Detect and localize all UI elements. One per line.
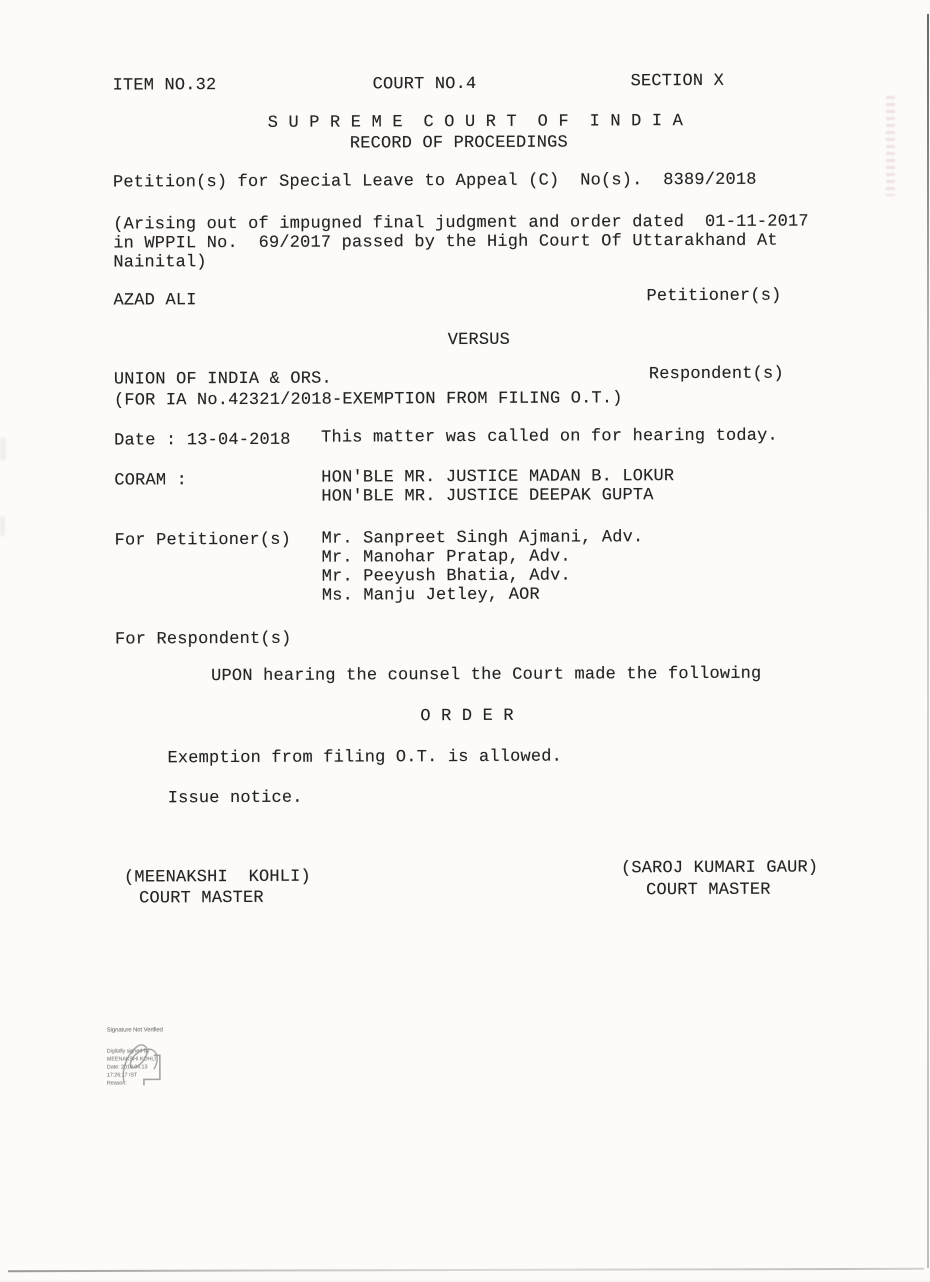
- for-respondent-label: For Respondent(s): [114, 629, 292, 650]
- petition-line: Petition(s) for Special Leave to Appeal (C) No(s). 8389/2018: [112, 170, 757, 193]
- upon-line: UPON hearing the counsel the Court made the following: [211, 664, 762, 687]
- order-heading: O R D E R: [420, 706, 514, 727]
- petitioner-name: AZAD ALI: [113, 291, 197, 311]
- ia-clause: (FOR IA No.42321/2018-EXEMPTION FROM FILING O.T.): [113, 389, 623, 411]
- signatory-right-title: COURT MASTER: [646, 880, 771, 901]
- scan-smudge: [0, 438, 6, 460]
- order-line-1: Exemption from filing O.T. is allowed.: [167, 747, 563, 769]
- header-section: SECTION X: [630, 71, 725, 92]
- arising-clause: (Arising out of impugned final judgment and order dated 01-11-2017 in WPPIL No. 69/2017 passed by the High Court Of Uttarakhand At Nainital): [113, 212, 809, 273]
- signatory-left-name: (MEENAKSHI KOHLI): [123, 867, 311, 888]
- for-petitioner-label: For Petitioner(s): [114, 530, 292, 551]
- header-item-no: ITEM NO.32: [112, 76, 217, 96]
- order-line-2: Issue notice.: [167, 788, 303, 809]
- date-line: Date : 13-04-2018: [114, 430, 291, 451]
- hearing-line: This matter was called on for hearing today.: [321, 426, 778, 448]
- scan-smudge: [0, 516, 5, 536]
- court-title: S U P R E M E C O U R T O F I N D I A: [267, 112, 684, 133]
- coram-judges: HON'BLE MR. JUSTICE MADAN B. LOKUR HON'BLE MR. JUSTICE DEEPAK GUPTA: [321, 467, 675, 507]
- stamp-status: Signature Not Verified: [106, 1027, 163, 1034]
- signatory-right-name: (SAROJ KUMARI GAUR): [620, 858, 819, 879]
- signatory-left-title: COURT MASTER: [139, 888, 264, 909]
- petitioner-label: Petitioner(s): [646, 286, 782, 307]
- coram-label: CORAM :: [114, 471, 188, 491]
- scan-bleed-marks: [886, 96, 895, 196]
- scan-edge-line-right: [927, 14, 929, 1268]
- versus-label: VERSUS: [447, 330, 511, 351]
- respondent-name: UNION OF INDIA & ORS.: [113, 369, 332, 390]
- record-subtitle: RECORD OF PROCEEDINGS: [349, 133, 568, 154]
- stamp-details: Digitally signed by MEENAKSHI KOHLI Date: 2018.04.13 17:26:17 IST Reason:: [106, 1048, 156, 1087]
- respondent-label: Respondent(s): [648, 364, 784, 385]
- header-court-no: COURT NO.4: [372, 74, 477, 95]
- petitioner-counsel-list: Mr. Sanpreet Singh Ajmani, Adv. Mr. Manohar Pratap, Adv. Mr. Peeyush Bhatia, Adv. Ms. Manju Jetley, AOR: [321, 528, 644, 606]
